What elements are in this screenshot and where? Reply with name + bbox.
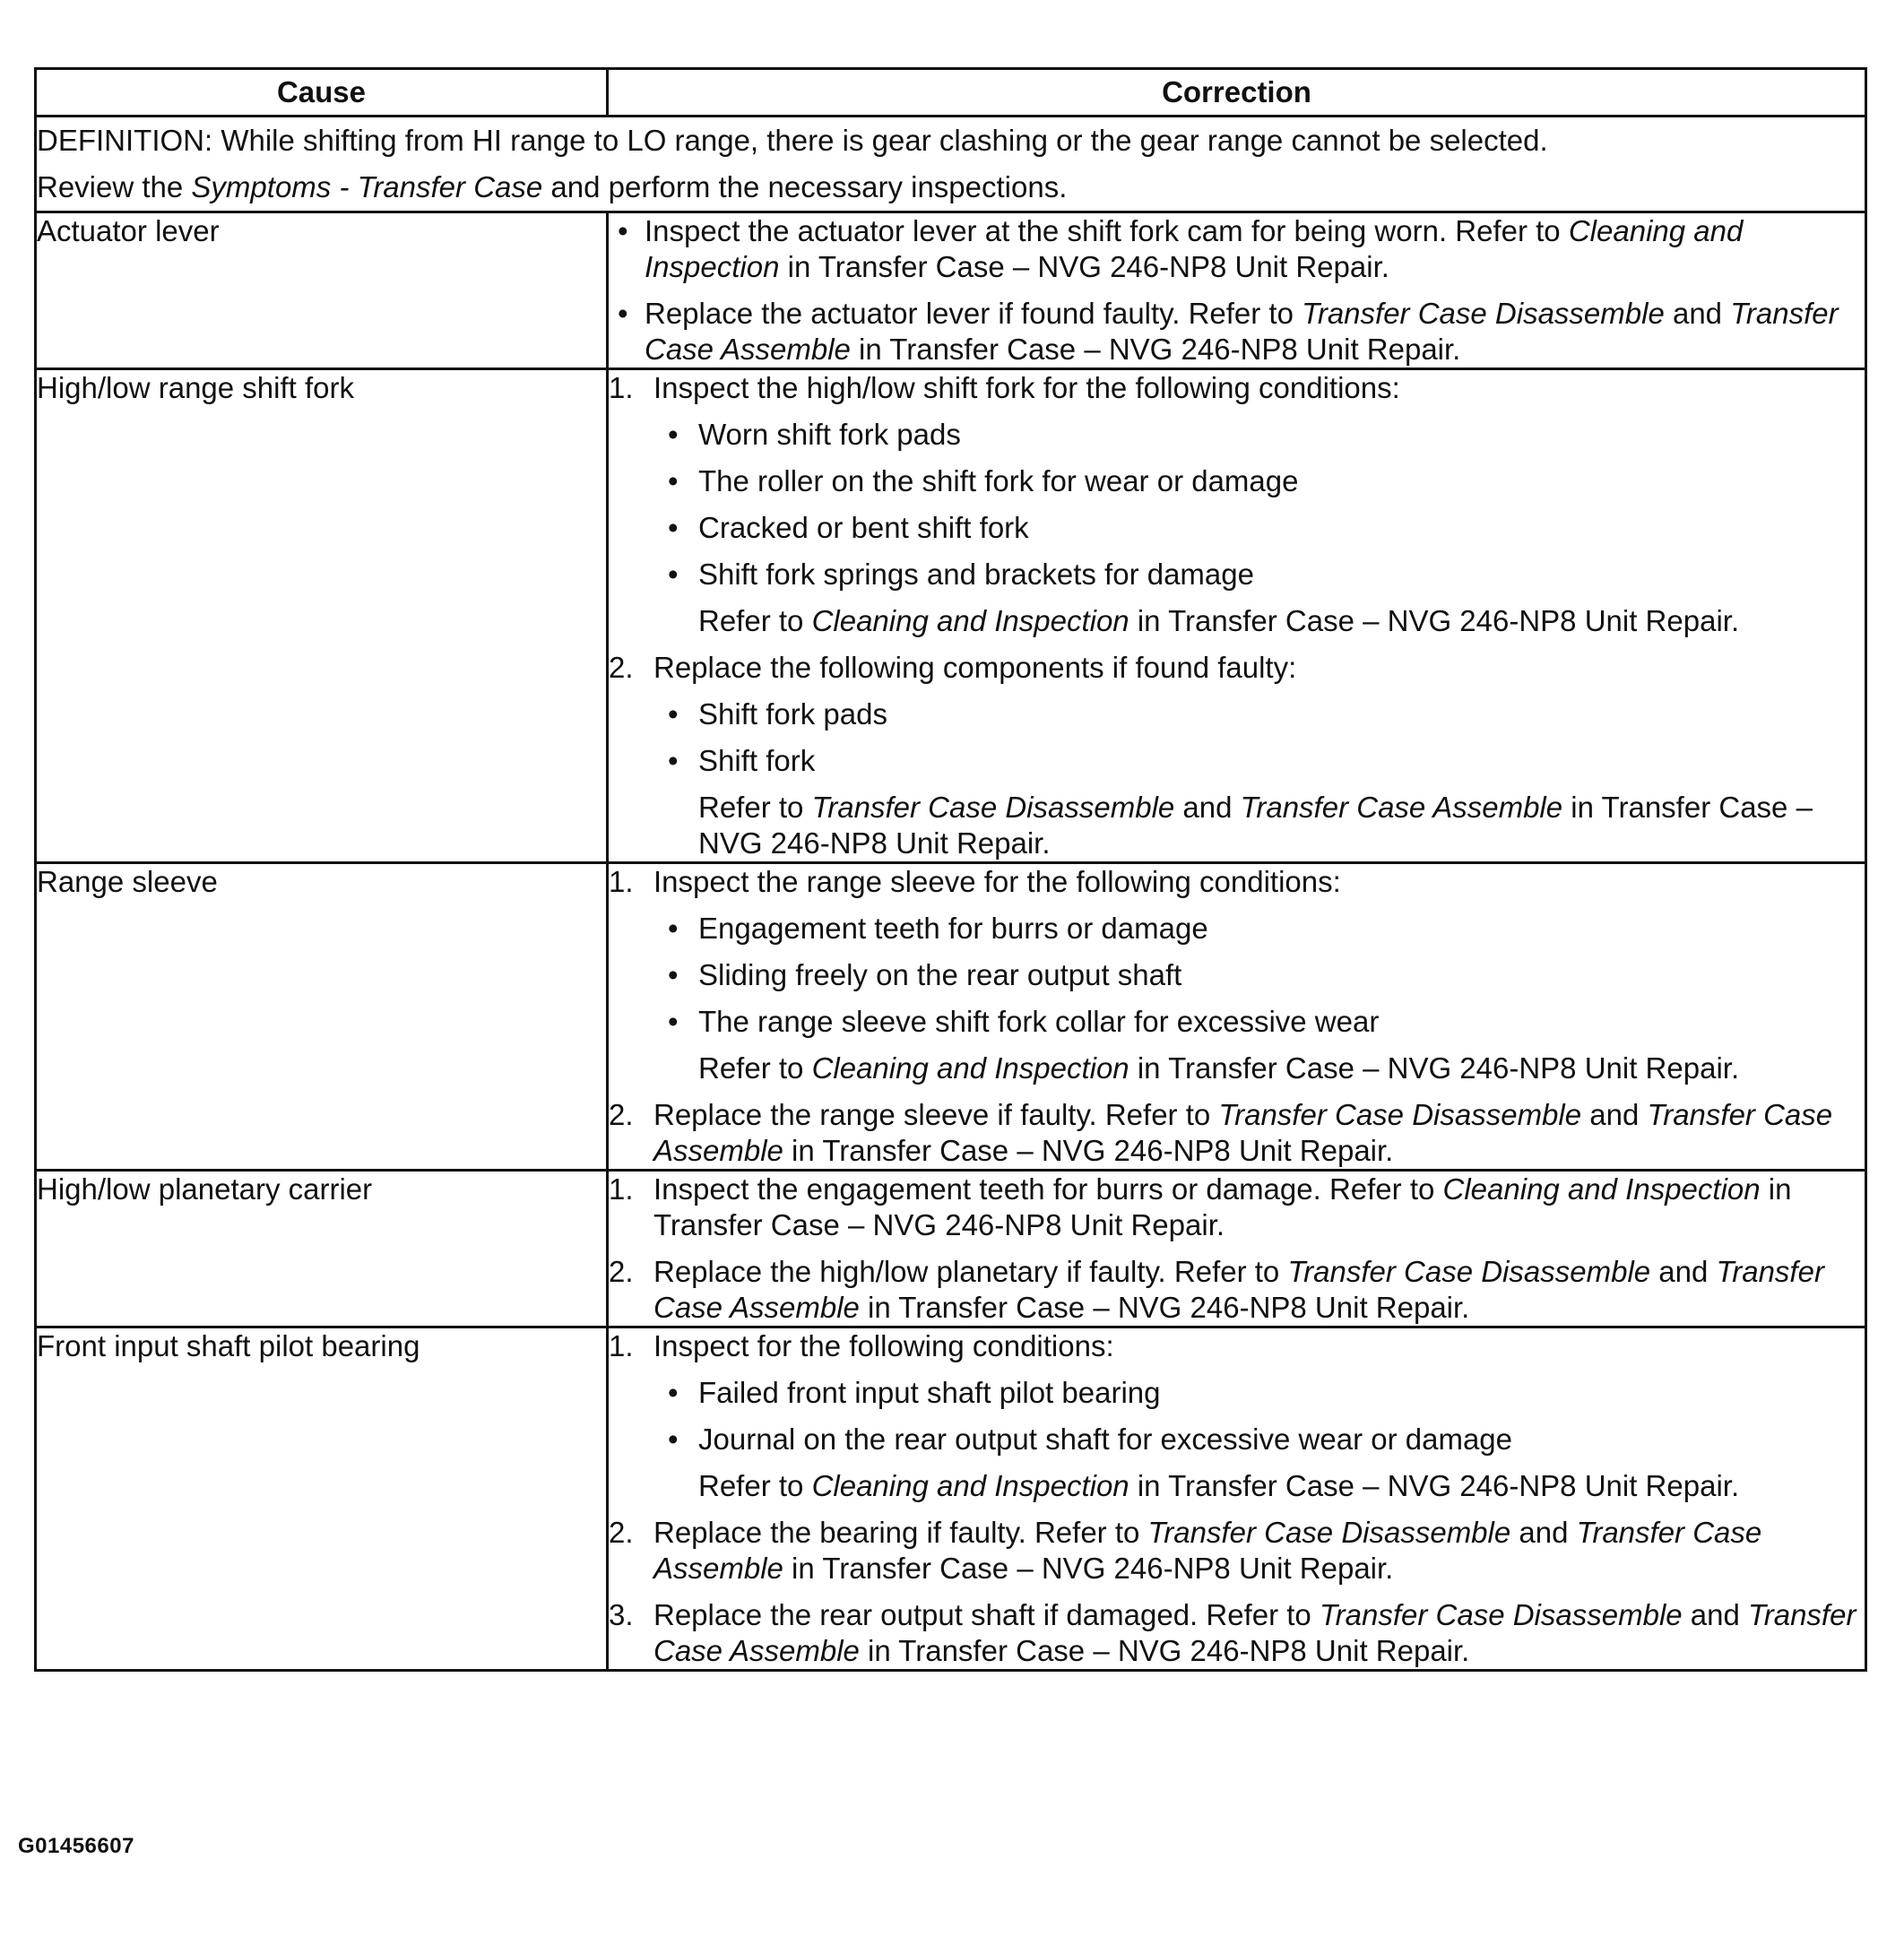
text-run: in Transfer Case – NVG 246-NP8 Unit Repair. — [783, 1552, 1394, 1585]
numbered-step — [609, 650, 1865, 861]
definition-cell — [36, 117, 1866, 212]
numbered-step — [609, 1515, 1865, 1587]
step-number: 2. — [609, 1255, 634, 1288]
text-run: Replace the high/low planetary if faulty. Refer to — [653, 1255, 1288, 1288]
bullet-icon: • — [668, 511, 679, 544]
text-run: Inspect the engagement teeth for burrs or damage. Refer to — [653, 1172, 1443, 1206]
text-run: in Transfer Case – NVG 246-NP8 Unit Repair. — [850, 333, 1461, 366]
step-number: 1. — [609, 1329, 634, 1362]
text-run: and — [1650, 1255, 1717, 1288]
step-number: 3. — [609, 1598, 634, 1631]
bullet-item — [609, 296, 1865, 368]
sub-list — [653, 696, 1865, 779]
text-run: in Transfer Case – NVG 246-NP8 Unit Repair. — [1129, 1469, 1740, 1502]
sub-item — [653, 557, 1865, 592]
sub-item-text: Sliding freely on the rear output shaft — [698, 958, 1182, 991]
sub-item-text: Worn shift fork pads — [698, 418, 961, 451]
numbered-step — [609, 1254, 1865, 1326]
text-run: and — [1581, 1098, 1648, 1131]
step-number: 1. — [609, 865, 634, 898]
reference-title: Cleaning and Inspection — [811, 604, 1129, 637]
step-text: Inspect for the following conditions: — [653, 1329, 1114, 1362]
bullet-icon: • — [668, 464, 679, 497]
step-number: 2. — [609, 651, 634, 684]
numbered-step — [609, 1097, 1865, 1169]
cause-cell: Range sleeve — [36, 863, 608, 1171]
definition-text: DEFINITION: While shifting from HI range to LO range, there is gear clashing or the gear range cannot be selected. — [37, 124, 1548, 157]
reference-note — [653, 1051, 1865, 1086]
sub-item — [653, 463, 1865, 499]
reference-title: Transfer Case Assemble — [653, 1098, 1833, 1167]
correction-column-header: Correction — [608, 69, 1866, 117]
step-number: 1. — [609, 1172, 634, 1206]
reference-title: Transfer Case Assemble — [653, 1598, 1856, 1667]
text-run: Replace the range sleeve if faulty. Refer to — [653, 1098, 1219, 1131]
sub-item-text: Engagement teeth for burrs or damage — [698, 912, 1208, 945]
text-run: Replace the rear output shaft if damaged. Refer to — [653, 1598, 1320, 1631]
bullet-icon: • — [668, 1005, 679, 1038]
text-run: in Transfer Case – NVG 246-NP8 Unit Repair. — [1129, 1051, 1740, 1085]
text-run: in Transfer Case – NVG 246-NP8 Unit Repair. — [859, 1291, 1470, 1324]
step-number: 2. — [609, 1516, 634, 1549]
numbered-step — [609, 1597, 1865, 1669]
correction-cell — [608, 863, 1866, 1171]
reference-title: Transfer Case Assemble — [645, 297, 1839, 366]
correction-cell — [608, 1327, 1866, 1671]
cause-cell: High/low range shift fork — [36, 369, 608, 863]
text-run: in Transfer Case – NVG 246-NP8 Unit Repair. — [783, 1134, 1394, 1167]
bullet-icon: • — [618, 297, 628, 330]
cause-column-header: Cause — [36, 69, 608, 117]
text-run: Refer to — [698, 791, 812, 824]
sub-item-text: Cracked or bent shift fork — [698, 511, 1029, 544]
table-row — [36, 369, 1866, 863]
definition-row — [36, 117, 1866, 212]
text-run: in Transfer Case – NVG 246-NP8 Unit Repair. — [1129, 604, 1740, 637]
sub-item — [653, 510, 1865, 546]
reference-title: Transfer Case Assemble — [653, 1516, 1762, 1585]
sub-item-text: Shift fork springs and brackets for damage — [698, 558, 1254, 591]
reference-title: Transfer Case Disassemble — [1147, 1516, 1511, 1549]
sub-item-text: Journal on the rear output shaft for excessive wear or damage — [698, 1422, 1512, 1456]
numbered-step — [609, 864, 1865, 1086]
text-run: Replace the actuator lever if found faulty. Refer to — [645, 297, 1303, 330]
reference-note — [653, 1468, 1865, 1504]
sub-item-text: The roller on the shift fork for wear or damage — [698, 464, 1299, 497]
cause-cell: High/low planetary carrier — [36, 1171, 608, 1327]
cause-cell: Front input shaft pilot bearing — [36, 1327, 608, 1671]
sub-item-text: Failed front input shaft pilot bearing — [698, 1376, 1161, 1409]
sub-item — [653, 1004, 1865, 1040]
figure-code: G01456607 — [18, 1834, 134, 1858]
text-run: Refer to — [698, 1051, 812, 1085]
reference-title: Transfer Case Disassemble — [811, 791, 1175, 824]
text-run: Replace the bearing if faulty. Refer to — [653, 1516, 1148, 1549]
symptoms-reference: Symptoms - Transfer Case — [191, 170, 543, 203]
bullet-icon: • — [668, 912, 679, 945]
reference-title: Transfer Case Assemble — [1240, 791, 1563, 824]
step-number: 1. — [609, 371, 634, 404]
table-header-row — [36, 69, 1866, 117]
bullet-icon: • — [668, 418, 679, 451]
numbered-step — [609, 1328, 1865, 1504]
reference-title: Transfer Case Disassemble — [1302, 297, 1665, 330]
bullet-icon: • — [668, 1422, 679, 1456]
sub-item-text: The range sleeve shift fork collar for excessive wear — [698, 1005, 1380, 1038]
reference-note — [653, 790, 1865, 861]
text-run: Inspect the actuator lever at the shift fork cam for being worn. Refer to — [645, 214, 1569, 247]
cause-cell: Actuator lever — [36, 212, 608, 369]
reference-title: Transfer Case Disassemble — [1218, 1098, 1582, 1131]
reference-note — [653, 603, 1865, 639]
reference-title: Transfer Case Assemble — [653, 1255, 1824, 1324]
sub-item — [653, 417, 1865, 453]
step-number: 2. — [609, 1098, 634, 1131]
reference-title: Cleaning and Inspection — [645, 214, 1744, 283]
bullet-icon: • — [668, 1376, 679, 1409]
text-run: and — [1174, 791, 1241, 824]
bullet-icon: • — [618, 214, 628, 247]
step-text: Replace the following components if found faulty: — [653, 651, 1297, 684]
bullet-icon: • — [668, 958, 679, 991]
bullet-icon: • — [668, 744, 679, 777]
sub-item — [653, 743, 1865, 779]
text-run: Refer to — [698, 1469, 812, 1502]
step-text: Inspect the range sleeve for the following conditions: — [653, 865, 1341, 898]
table-row — [36, 1171, 1866, 1327]
table-row — [36, 212, 1866, 369]
correction-cell — [608, 369, 1866, 863]
text-run: in Transfer Case – NVG 246-NP8 Unit Repair. — [653, 1172, 1792, 1241]
bullet-item — [609, 213, 1865, 285]
correction-cell — [608, 1171, 1866, 1327]
text-run: in Transfer Case – NVG 246-NP8 Unit Repair. — [779, 250, 1389, 283]
review-text — [37, 164, 1865, 211]
correction-cell — [608, 212, 1866, 369]
table-row — [36, 863, 1866, 1171]
text-run: in Transfer Case – NVG 246-NP8 Unit Repair. — [859, 1634, 1470, 1667]
sub-list — [653, 911, 1865, 1040]
review-text-part: and perform the necessary inspections. — [542, 170, 1068, 203]
sub-item — [653, 1422, 1865, 1457]
reference-title: Cleaning and Inspection — [811, 1051, 1129, 1085]
sub-list — [653, 1375, 1865, 1457]
reference-title: Transfer Case Disassemble — [1287, 1255, 1651, 1288]
sub-item — [653, 1375, 1865, 1411]
text-run: Refer to — [698, 604, 812, 637]
numbered-step — [609, 1172, 1865, 1243]
text-run: in Transfer Case – NVG 246-NP8 Unit Repair. — [698, 791, 1813, 860]
sub-item-text: Shift fork pads — [698, 697, 887, 731]
bullet-icon: • — [668, 558, 679, 591]
sub-item — [653, 911, 1865, 947]
bullet-icon: • — [668, 697, 679, 731]
diagnostic-table — [34, 67, 1867, 1672]
sub-item — [653, 957, 1865, 993]
numbered-step — [609, 370, 1865, 639]
reference-title: Transfer Case Disassemble — [1319, 1598, 1683, 1631]
sub-list — [653, 417, 1865, 592]
reference-title: Cleaning and Inspection — [1442, 1172, 1761, 1206]
diagnostic-table-container — [34, 67, 1865, 1672]
table-row — [36, 1327, 1866, 1671]
step-text: Inspect the high/low shift fork for the following conditions: — [653, 371, 1400, 404]
sub-item-text: Shift fork — [698, 744, 816, 777]
sub-item — [653, 696, 1865, 732]
text-run: and — [1682, 1598, 1749, 1631]
reference-title: Cleaning and Inspection — [811, 1469, 1129, 1502]
text-run: and — [1664, 297, 1731, 330]
text-run: and — [1510, 1516, 1577, 1549]
review-text-part: Review the — [37, 170, 192, 203]
